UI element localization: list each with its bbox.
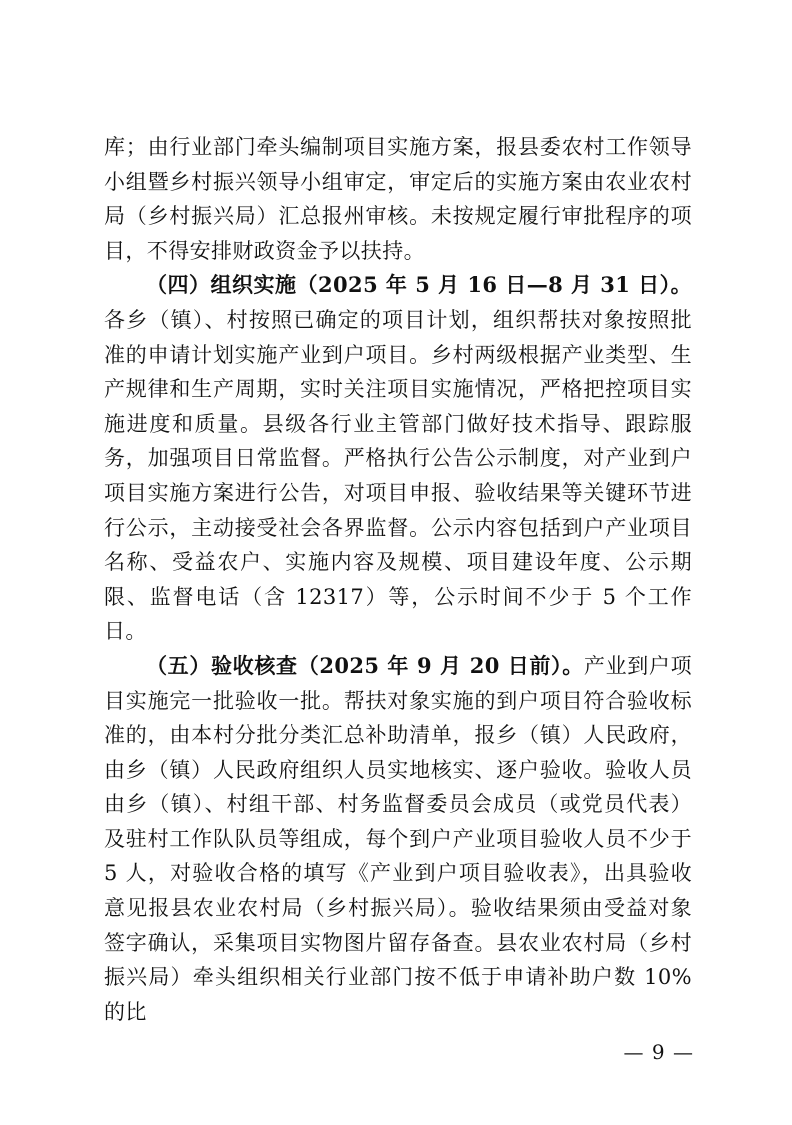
paragraph-text: 各乡（镇）、村按照已确定的项目计划，组织帮扶对象按照批准的申请计划实施产业到户项目。乡村两级根据产业类型、生产规律和生产周期，实时关注项目实施情况，严格把控项目实施进度和质量。县级各行业主管部门做好技术指导、跟踪服务，加强项目日常监督。严格执行公告公示制度，对产业到户项目实施方案进行公告，对项目申报、验收结果等关键环节进行公示，主动接受社会各界监督。公示内容包括到户产业项目名称、受益农户、实施内容及规模、项目建设年度、公示期限、监督电话（含 12317）等，公示时间不少于 5 个工作日。 [104,307,692,644]
page-number: — 9 — [623,1040,694,1064]
section-heading-organize-implementation: （四）组织实施（2025 年 5 月 16 日—8 月 31 日）。 [146,272,692,298]
paragraph-text: 产业到户项目实施完一批验收一批。帮扶对象实施的到户项目符合验收标准的，由本村分批分类汇总补助清单，报乡（镇）人民政府，由乡（镇）人民政府组织人员实地核实、逐户验收。验收人员由乡（镇）、村组干部、村务监督委员会成员（或党员代表）及驻村工作队队员等组成，每个到户产业项目验收人员不少于 5 人，对验收合格的填写《产业到户项目验收表》，出具验收意见报县农业农村局（乡村振兴局）。验收结果须由受益对象签字确认，采集项目实物图片留存备查。县农业农村局（乡村振兴局）牵头组织相关行业部门按不低于申请补助户数 10%的比 [104,653,692,1024]
paragraph-acceptance-check [104,649,692,1030]
paragraph-organize-implementation [104,268,692,649]
paragraph-continuation [104,130,692,268]
document-body [104,130,692,1029]
paragraph-text: 库；由行业部门牵头编制项目实施方案，报县委农村工作领导小组暨乡村振兴领导小组审定，审定后的实施方案由农业农村局（乡村振兴局）汇总报州审核。未按规定履行审批程序的项目，不得安排财政资金予以扶持。 [104,135,692,263]
section-heading-acceptance-check: （五）验收核查（2025 年 9 月 20 日前）。 [146,652,584,678]
